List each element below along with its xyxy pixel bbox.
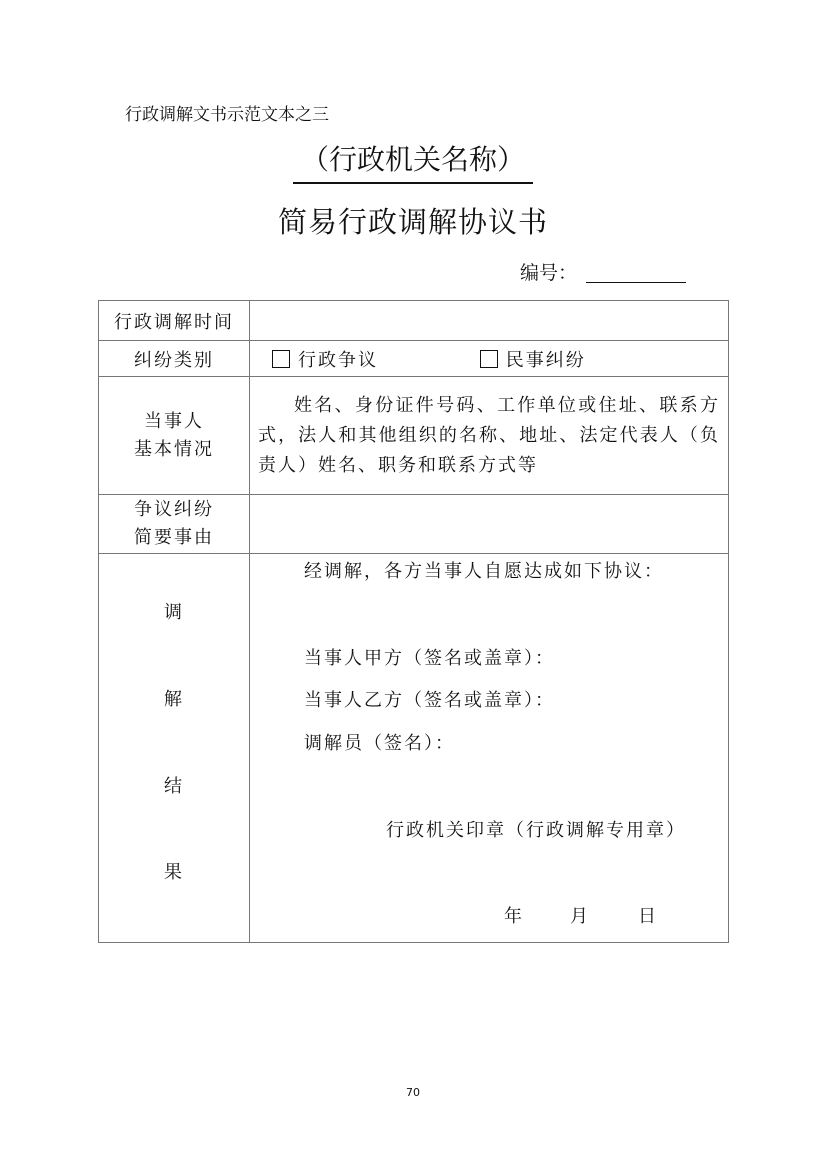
result-label-cell: [99, 554, 250, 943]
header-note: 行政调解文书示范文本之三: [125, 105, 329, 125]
mediation-form-table: [98, 300, 729, 943]
table-row: [99, 341, 729, 377]
party-b-signature: 当事人乙方（签名或盖章）：: [304, 690, 555, 711]
date-year: 年: [504, 906, 524, 927]
party-a-signature: 当事人甲方（签名或盖章）：: [304, 648, 555, 669]
dispute-reason-label: [99, 495, 250, 554]
party-info-label: [99, 377, 250, 495]
party-info-text[interactable]: 姓名、身份证件号码、工作单位或住址、联系方式，法人和其他组织的名称、地址、法定代表人（负责人）姓名、职务和联系方式等: [250, 377, 729, 495]
result-label-char: 结: [164, 776, 184, 797]
serial-number-label: 编号：: [520, 262, 578, 284]
date-month: 月: [570, 906, 590, 927]
seal-text: 行政机关印章（行政调解专用章）: [386, 820, 686, 841]
org-name-heading: [0, 138, 826, 184]
time-label: 行政调解时间: [99, 301, 250, 341]
party-label-line1: 当事人: [144, 410, 204, 432]
reason-label-line2: 简要事由: [134, 527, 214, 548]
org-name-text: （行政机关名称）: [293, 138, 533, 184]
table-row: [99, 495, 729, 554]
dispute-reason-cell[interactable]: [250, 495, 729, 554]
civil-dispute-label: 民事纠纷: [505, 349, 586, 371]
dispute-type-label: 纠纷类别: [99, 341, 250, 377]
table-row: [99, 301, 729, 341]
table-row: [99, 554, 729, 943]
admin-dispute-label: 行政争议: [298, 349, 378, 371]
civil-dispute-checkbox[interactable]: [480, 350, 498, 368]
result-content-cell[interactable]: [250, 554, 729, 943]
mediator-signature: 调解员（签名）：: [304, 733, 455, 754]
table-row: [99, 377, 729, 495]
reason-label-line1: 争议纠纷: [134, 499, 214, 520]
result-label-char: 调: [164, 602, 184, 623]
document-title: 简易行政调解协议书: [277, 205, 548, 239]
result-label-char: 果: [164, 862, 184, 883]
admin-dispute-checkbox[interactable]: [272, 350, 290, 368]
serial-number-field[interactable]: [586, 282, 686, 283]
dispute-type-options: [250, 341, 729, 377]
time-value-cell[interactable]: [250, 301, 729, 341]
date-day: 日: [638, 906, 658, 927]
party-label-line2: 基本情况: [134, 438, 214, 460]
result-label-char: 解: [164, 689, 184, 710]
page-number: 70: [406, 1086, 420, 1099]
result-intro: 经调解，各方当事人自愿达成如下协议：: [304, 561, 664, 582]
